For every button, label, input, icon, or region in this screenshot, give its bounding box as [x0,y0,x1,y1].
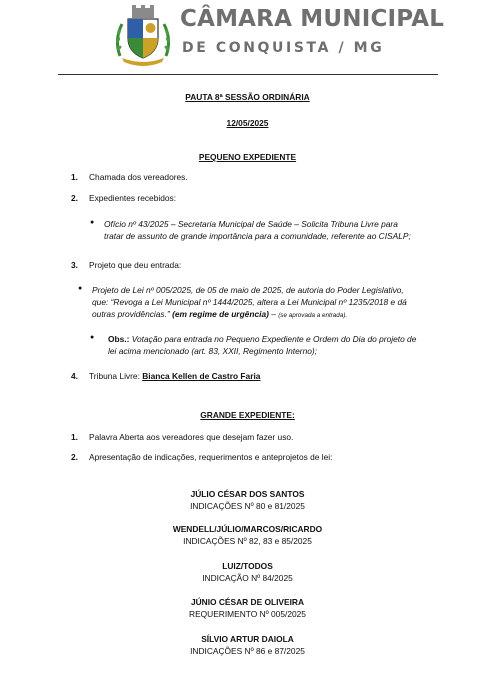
item-number: 1. [71,432,78,442]
tribuna-line [89,371,260,381]
author-documents: INDICAÇÕES Nº 82, 83 e 85/2025 [183,536,312,546]
bullet-text: que: “Revoga a Lei Municipal nº 1444/2025, altera a Lei Municipal nº 1235/2018 e dá [92,297,407,307]
obs-label: Obs.: [108,334,130,344]
entry-note: (se aprovada a entrada). [278,312,348,319]
bullet-text: outras providências.” [92,309,173,319]
agenda-title: PAUTA 8ª SESSÃO ORDINÁRIA [185,92,310,102]
item-text: Chamada dos vereadores. [89,172,188,182]
bullet-text: Projeto de Lei nº 005/2025, de 05 de maio de 2025, de autoria do Poder Legislativo, [92,285,404,295]
tribuna-speaker-name: Bianca Kellen de Castro Faria [142,371,261,381]
obs-line [108,334,416,344]
obs-text: lei acima mencionado (art. 83, XXII, Regimento Interno); [108,346,318,356]
bullet-text: Ofício nº 43/2025 – Secretaria Municipal de Saúde – Solicita Tribuna Livre para [104,219,398,229]
item-number: 3. [71,260,78,270]
author-name: SÍLVIO ARTUR DAIOLA [201,634,294,644]
tribuna-label: Tribuna Livre: [89,371,143,381]
bullet-icon: ● [78,285,83,292]
bullet-icon: ● [90,334,95,341]
section-heading-grande-expediente: GRANDE EXPEDIENTE: [200,410,295,420]
bullet-text-line [92,309,347,319]
author-name: JÚLIO CÉSAR DOS SANTOS [190,489,305,499]
author-documents: INDICAÇÕES Nº 86 e 87/2025 [190,646,305,656]
letterhead-title: CÂMARA MUNICIPAL [180,6,445,32]
author-name: LUIZ/TODOS [222,561,273,571]
letterhead-subtitle: DE CONQUISTA / MG [182,40,385,56]
obs-text: Votação para entrada no Pequeno Expediente e Ordem do Dia do projeto de [129,334,417,344]
author-documents: INDICAÇÃO Nº 84/2025 [202,573,293,583]
item-text: Expedientes recebidos: [89,193,177,203]
item-text: Apresentação de indicações, requerimentos e anteprojetos de lei: [89,452,333,462]
municipal-crest-logo [112,4,174,66]
dash: – [268,309,279,319]
item-number: 1. [71,172,78,182]
item-text: Projeto que deu entrada: [89,260,182,270]
agenda-date: 12/05/2025 [226,118,269,128]
header-divider [58,74,438,75]
section-heading-pequeno-expediente: PEQUENO EXPEDIENTE [198,152,297,162]
item-number: 2. [71,193,78,203]
urgency-note: (em regime de urgência) [172,309,269,319]
item-number: 4. [71,371,78,381]
author-documents: INDICAÇÕES Nº 80 e 81/2025 [190,501,305,511]
author-name: JÚNIO CÉSAR DE OLIVEIRA [190,597,305,607]
letterhead [0,0,495,72]
item-text: Palavra Aberta aos vereadores que desejam fazer uso. [89,432,294,442]
item-number: 2. [71,452,78,462]
author-name: WENDELL/JÚLIO/MARCOS/RICARDO [172,524,323,534]
author-documents: REQUERIMENTO Nº 005/2025 [189,609,306,619]
bullet-icon: ● [90,219,95,226]
bullet-text: tratar de assunto de grande importância para a comunidade, referente ao CISALP; [104,231,411,241]
